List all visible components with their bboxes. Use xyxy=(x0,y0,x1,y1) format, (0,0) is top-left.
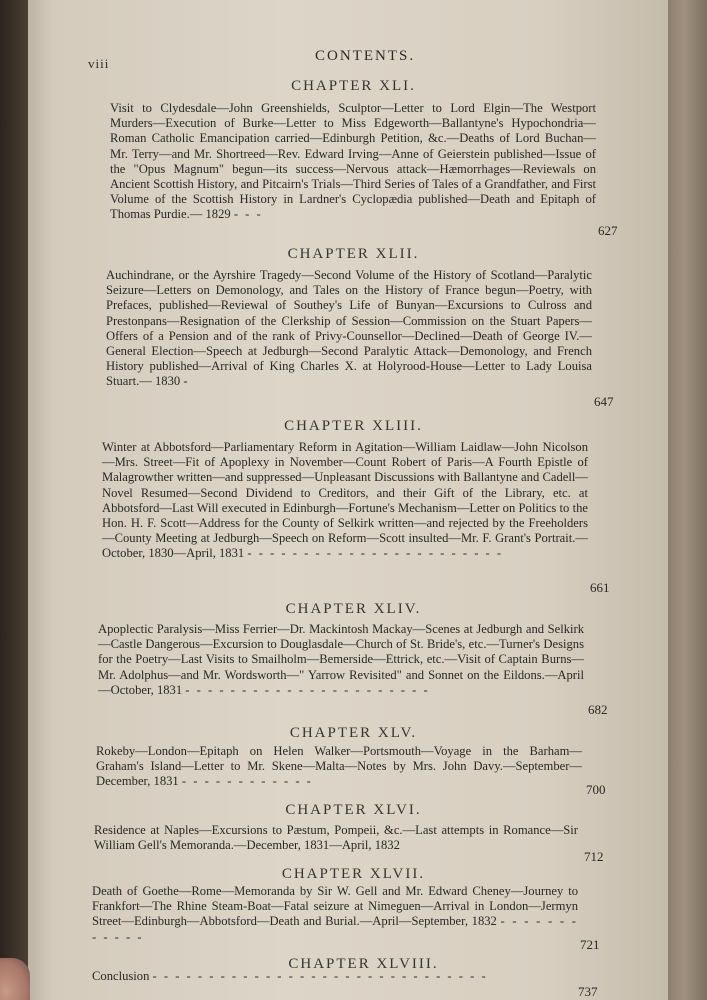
page-reference: 647 xyxy=(594,394,614,409)
chapter-summary xyxy=(92,884,578,945)
chapter-heading: CHAPTER XLIV. xyxy=(285,601,422,617)
page-reference: 700 xyxy=(586,782,606,797)
chapter-summary xyxy=(96,744,582,790)
chapter-heading: CHAPTER XLVIII. xyxy=(288,956,439,972)
dot-leader: - - - - - - - - - - - - xyxy=(181,774,313,789)
chapter-heading: CHAPTER XLI. xyxy=(291,78,416,94)
page-reference: 737 xyxy=(578,984,598,999)
chapter-summary xyxy=(102,440,588,562)
thumb xyxy=(0,958,30,1000)
page-reference: 721 xyxy=(580,937,600,952)
page-number-roman: viii xyxy=(88,56,110,71)
chapter-heading: CHAPTER XLVII. xyxy=(281,866,426,882)
chapter-summary xyxy=(94,823,578,853)
chapter-summary xyxy=(110,101,596,223)
summary-text: Auchindrane, or the Ayrshire Tragedy—Second Volume of the History of Scotland—Paralytic Seizure—Letters on Demonology, and Tales on the History of France begun—Poetry, with Prefaces, published—Reviewal of Southey's Life of Bunyan—Excursions to Culross and Prestonpans—Resignation of the Clerkship of Session—Commission on the Stuart Papers—Offers of a Pension and of the rank of Privy-Counsellor—Declined—Death of George IV.—General Election—Speech at Jedburgh—Second Paralytic Attack—Demonology, and French History published—Arrival of King Charles X. at Holyrood-House—Letter to Lady Louisa Stuart.— 1830 xyxy=(106,268,592,389)
summary-text: Conclusion xyxy=(92,969,150,983)
dot-leader: - xyxy=(183,374,190,389)
chapter-heading: CHAPTER XLV. xyxy=(289,725,418,741)
summary-text: Rokeby—London—Epitaph on Helen Walker—Portsmouth—Voyage in the Barham—Graham's Island—Letter to Mr. Skene—Malta—Notes by Mrs. John Davy.—September—December, 1831 xyxy=(96,744,582,789)
chapter-summary xyxy=(98,622,584,698)
chapter-heading: CHAPTER XLVI. xyxy=(285,802,422,818)
chapter-summary xyxy=(106,268,592,390)
dot-leader: - - - - - - - - - - - - xyxy=(92,914,579,944)
chapter-heading: CHAPTER XLIII. xyxy=(284,418,423,434)
dot-leader: - - - xyxy=(233,207,263,222)
dot-leader: - - - - - - - - - - - - - - - - - - - - - - - xyxy=(247,546,504,561)
summary-text: Winter at Abbotsford—Parliamentary Reform in Agitation—William Laidlaw—John Nicolson—Mrs. Street—Fit of Apoplexy in November—Count Robert of Paris—A Fourth Epistle of Malagrowther written—and suppressed—Unpleasant Discussions with Ballantyne and Cadell—Novel Resumed—Second Dividend to Creditors, and their Gift of the Library, etc. at Abbotsford—Last Will executed in Edinburgh—Fortune's Mechanism—Letter on Politics to the Hon. H. F. Scott—Address for the County of Selkirk written—and rejected by the Freeholders—County Meeting at Jedburgh—Speech on Reform—Scott insulted—Mr. F. Grant's Portrait.—October, 1830—April, 1831 xyxy=(102,440,588,561)
dot-leader: - - - - - - - - - - - - - - - - - - - - - - - - - - - - - - xyxy=(152,969,488,983)
page-reference: 627 xyxy=(598,223,618,238)
summary-text: Visit to Clydesdale—John Greenshields, Sculptor—Letter to Lord Elgin—The Westport Murders—Execution of Burke—Letter to Miss Edgeworth—Ballantyne's Hypochondria—Roman Catholic Emancipation carried—Edinburgh Petition, &c.—Deaths of Lord Buchan—Mr. Terry—and Mr. Shortreed—Rev. Edward Irving—Anne of Geierstein published—Issue of the "Opus Magnum" begun—its success—Nervous attack—Hæmorrhages—Reviewals on Ancient Scottish History, and Pitcairn's Trials—Third Series of Tales of a Grandfather, and First Volume of the Scottish History in Lardner's Cyclopædia published—Death and Epitaph of Thomas Purdie.— 1829 xyxy=(110,101,596,222)
chapter-heading: CHAPTER XLII. xyxy=(287,246,420,262)
facing-page-edge xyxy=(668,0,707,1000)
page-reference: 682 xyxy=(588,702,608,717)
book-spine-shadow xyxy=(0,0,28,1000)
summary-text: Apoplectic Paralysis—Miss Ferrier—Dr. Mackintosh Mackay—Scenes at Jedburgh and Selkirk—Castle Dangerous—Excursion to Douglasdale—Church of St. Bride's, etc.—Turner's Designs for the Poetry—Last Visits to Smailholm—Bemerside—Ettrick, etc.—Visit of Captain Burns—Mr. Adolphus—and Mr. Wordsworth—" Yarrow Revisited" and Sonnet on the Eildons.—April—October, 1831 xyxy=(98,622,584,697)
running-head: CONTENTS. xyxy=(315,48,416,64)
page-reference: 661 xyxy=(590,580,610,595)
summary-text: Residence at Naples—Excursions to Pæstum, Pompeii, &c.—Last attempts in Romance—Sir William Gell's Memoranda.—December, 1831—April, 1832 xyxy=(94,823,578,853)
summary-text: Death of Goethe—Rome—Memoranda by Sir W. Gell and Mr. Edward Cheney—Journey to Frankfort—The Rhine Steam-Boat—Fatal seizure at Nimeguen—Arrival in London—Jermyn Street—Edinburgh—Abbotsford—Death and Burial.—April—September, 1832 xyxy=(92,884,578,929)
dot-leader: - - - - - - - - - - - - - - - - - - - - - - xyxy=(185,682,430,697)
page-reference: 712 xyxy=(584,849,604,864)
chapter-summary xyxy=(92,969,578,984)
